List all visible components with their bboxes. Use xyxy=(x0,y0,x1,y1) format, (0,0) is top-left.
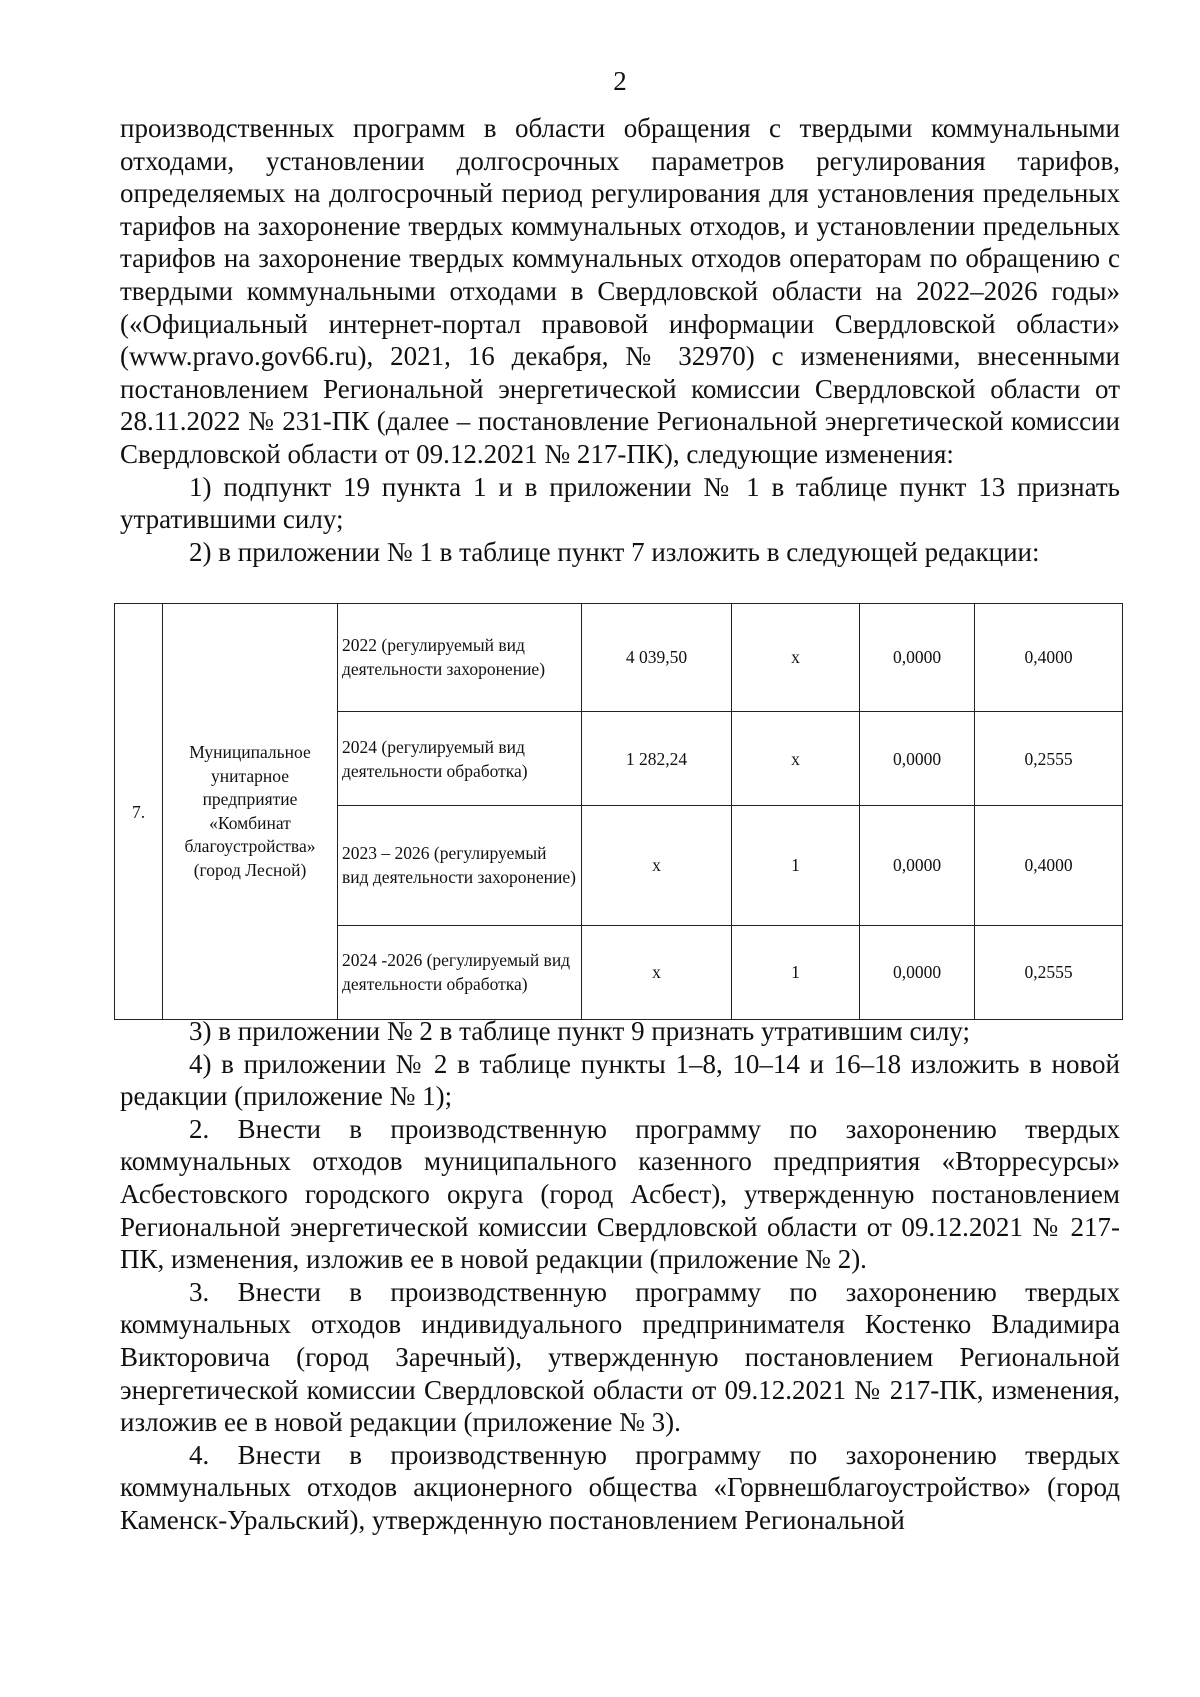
section-2: 2. Внести в производственную программу по захоронению твердых коммунальных отходов муниципального казенного предприятия «Вторресурсы» Асбестовского городского округа (город Асбест), утвержденную постановлением Региональной энергетической комиссии Свердловской области от 09.12.2021 № 217-ПК, изменения, изложив ее в новой редакции (приложение № 2). xyxy=(120,1113,1120,1275)
item-1: 1) подпункт 19 пункта 1 и в приложении № 1 в таблице пункт 13 признать утратившими силу; xyxy=(120,471,1120,535)
value-cell: 0,0000 xyxy=(860,604,975,712)
value-cell: 4 039,50 xyxy=(582,604,732,712)
value-cell: 0,4000 xyxy=(975,604,1123,712)
item-2: 2) в приложении № 1 в таблице пункт 7 изложить в следующей редакции: xyxy=(189,536,1040,567)
value-cell: 0,4000 xyxy=(975,806,1123,925)
table-row xyxy=(115,604,1123,712)
period-cell: 2024 -2026 (регулируемый вид деятельности обработка) xyxy=(338,925,582,1019)
value-cell: 0,2555 xyxy=(975,711,1123,805)
value-cell: 0,0000 xyxy=(860,711,975,805)
value-cell: 1 xyxy=(732,806,860,925)
page-number: 2 xyxy=(613,66,627,96)
value-cell: 0,0000 xyxy=(860,925,975,1019)
value-cell: x xyxy=(732,711,860,805)
row-number: 7. xyxy=(115,604,163,1020)
period-cell: 2023 – 2026 (регулируемый вид деятельности захоронение) xyxy=(338,806,582,925)
intro-paragraph: производственных программ в области обращения с твердыми коммунальными отходами, установлении долгосрочных параметров регулирования тарифов, определяемых на долгосрочный период регулирования для установления предельных тарифов на захоронение твердых коммунальных отходов, и установлении предельных тарифов на захоронение твердых коммунальных отходов операторам по обращению с твердыми коммунальными отходами в Свердловской области на 2022–2026 годы» («Официальный интернет-портал правовой информации Свердловской области» (www.pravo.gov66.ru), 2021, 16 декабря, № 32970) с изменениями, внесенными постановлением Региональной энергетической комиссии Свердловской области от 28.11.2022 № 231-ПК (далее – постановление Региональной энергетической комиссии Свердловской области от 09.12.2021 № 217-ПК), следующие изменения: xyxy=(120,113,1120,469)
value-cell: 0,2555 xyxy=(975,925,1123,1019)
value-cell: 1 xyxy=(732,925,860,1019)
period-cell: 2022 (регулируемый вид деятельности захоронение) xyxy=(338,604,582,712)
value-cell: 0,0000 xyxy=(860,806,975,925)
item-3: 3) в приложении № 2 в таблице пункт 9 признать утратившим силу; xyxy=(189,1016,971,1046)
section-4: 4. Внести в производственную программу по захоронению твердых коммунальных отходов акционерного общества «Горвнешблагоустройство» (город Каменск-Уральский), утвержденную постановлением Региональной xyxy=(120,1439,1120,1535)
value-cell: 1 282,24 xyxy=(582,711,732,805)
period-cell: 2024 (регулируемый вид деятельности обработка) xyxy=(338,711,582,805)
value-cell: x xyxy=(582,925,732,1019)
value-cell: x xyxy=(582,806,732,925)
tariff-table xyxy=(114,603,1123,1020)
value-cell: x xyxy=(732,604,860,712)
document-body-top xyxy=(120,112,1120,568)
document-body-bottom xyxy=(120,1015,1120,1537)
section-3: 3. Внести в производственную программу по захоронению твердых коммунальных отходов индивидуального предпринимателя Костенко Владимира Викторовича (город Заречный), утвержденную постановлением Региональной энергетической комиссии Свердловской области от 09.12.2021 № 217-ПК, изменения, изложив ее в новой редакции (приложение № 3). xyxy=(120,1276,1120,1438)
item-4: 4) в приложении № 2 в таблице пункты 1–8, 10–14 и 16–18 изложить в новой редакции (приложение № 1); xyxy=(120,1048,1120,1112)
organization-name: Муниципальное унитарное предприятие «Комбинат благоустройства» (город Лесной) xyxy=(163,604,338,1020)
